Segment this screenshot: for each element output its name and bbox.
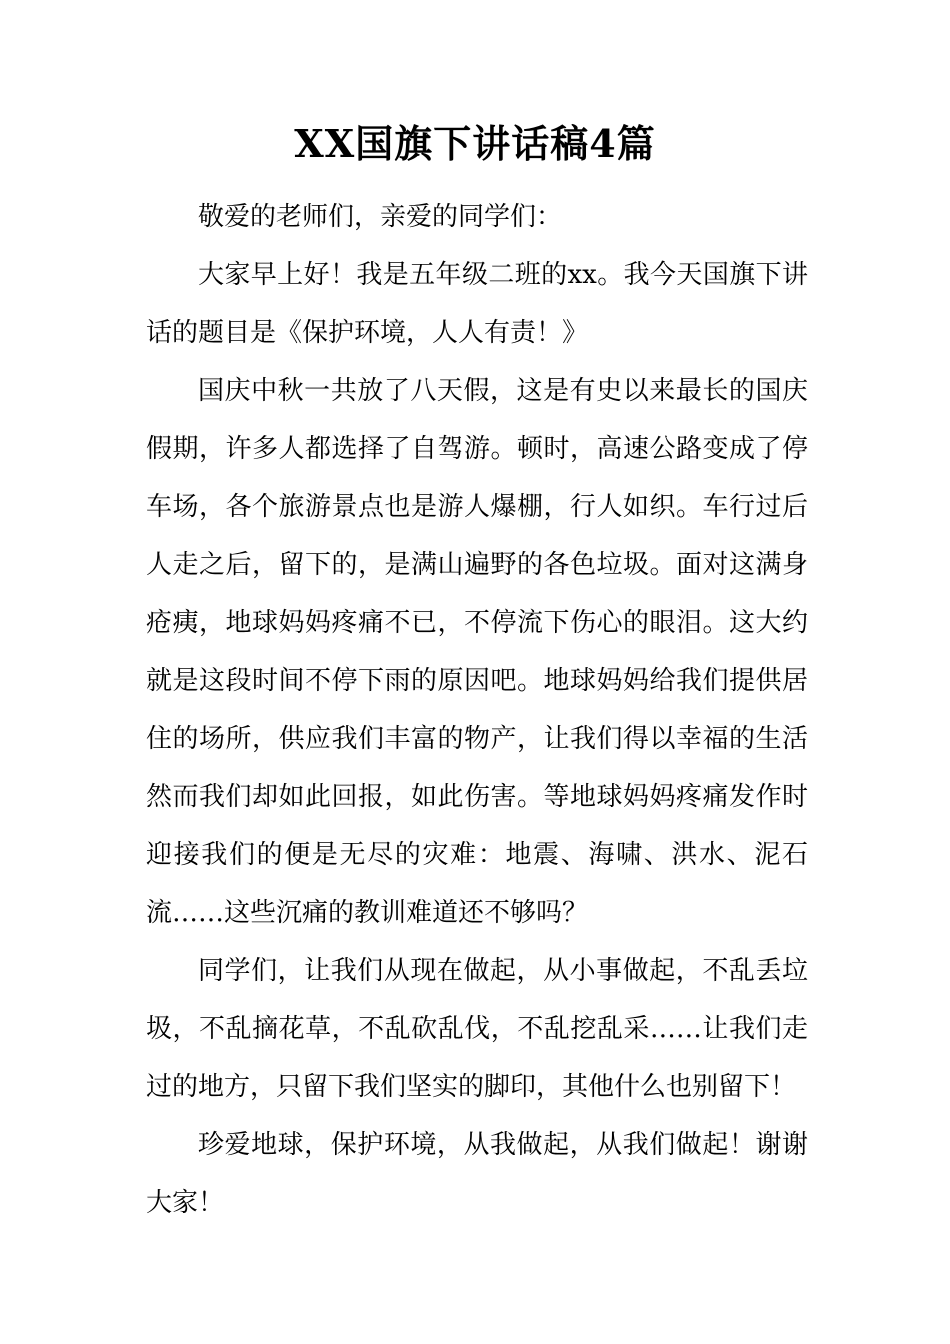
document-title: XX国旗下讲话稿4篇 <box>294 121 656 166</box>
closing-paragraph: 珍爱地球，保护环境，从我做起，从我们做起！谢谢大家！ <box>146 1130 808 1218</box>
call-to-action-paragraph: 同学们，让我们从现在做起，从小事做起，不乱丢垃圾，不乱摘花草，不乱砍乱伐，不乱挖乱采……让我们走过的地方，只留下我们坚实的脚印，其他什么也别留下！ <box>146 956 808 1102</box>
greeting-paragraph: 大家早上好！我是五年级二班的xx。我今天国旗下讲话的题目是《保护环境，人人有责！》 <box>146 260 808 348</box>
salutation-paragraph: 敬爱的老师们，亲爱的同学们： <box>198 202 563 232</box>
document-body <box>146 188 808 1232</box>
main-paragraph: 国庆中秋一共放了八天假，这是有史以来最长的国庆假期，许多人都选择了自驾游。顿时，高速公路变成了停车场，各个旅游景点也是游人爆棚，行人如织。车行过后人走之后，留下的，是满山遍野的各色垃圾。面对这满身疮痍，地球妈妈疼痛不已，不停流下伤心的眼泪。这大约就是这段时间不停下雨的原因吧。地球妈妈给我们提供居住的场所，供应我们丰富的物产，让我们得以幸福的生活然而我们却如此回报，如此伤害。等地球妈妈疼痛发作时迎接我们的便是无尽的灾难：地震、海啸、洪水、泥石流……这些沉痛的教训难道还不够吗？ <box>146 376 808 928</box>
